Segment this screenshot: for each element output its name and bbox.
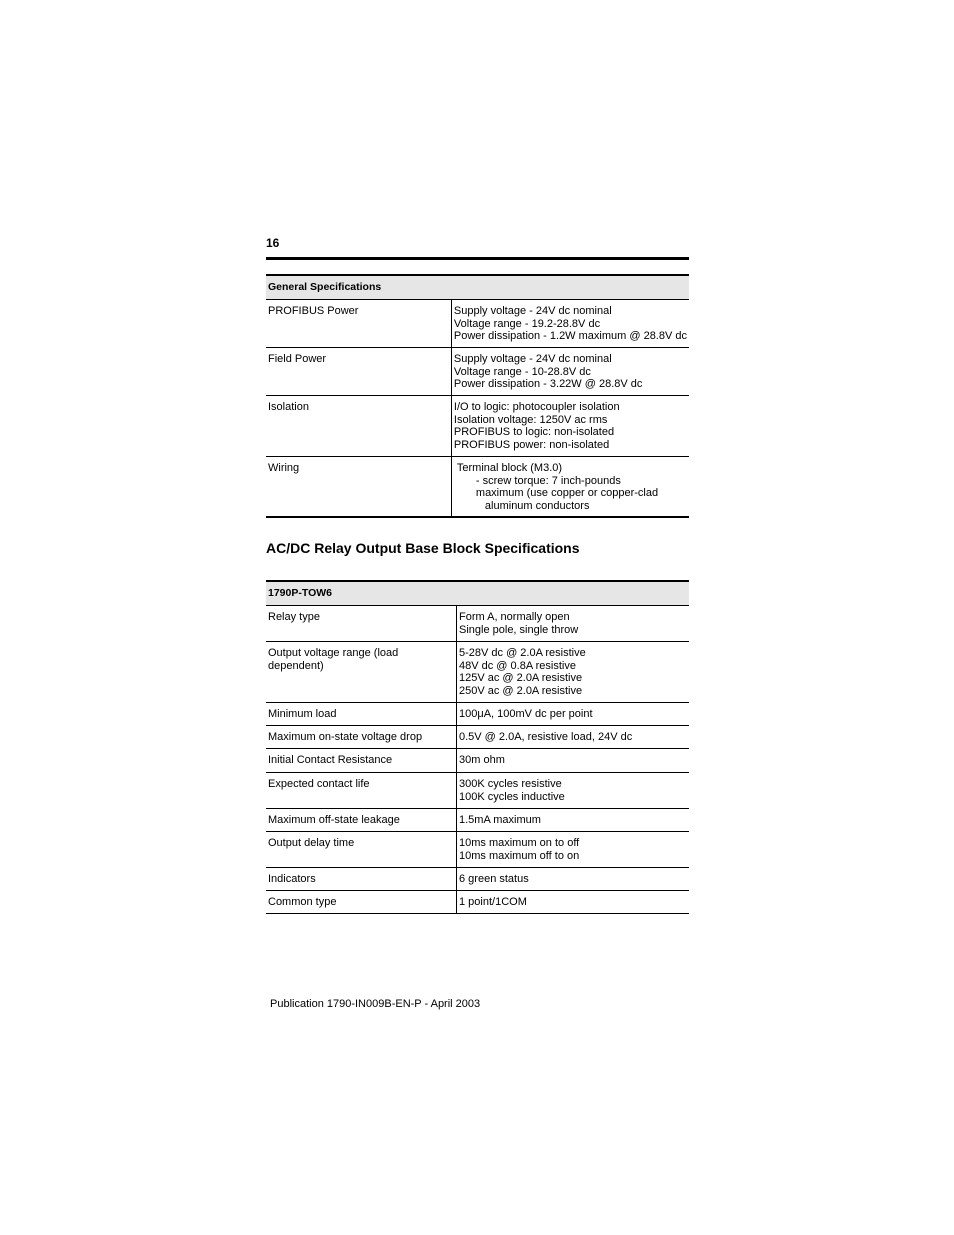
table-row [266, 891, 689, 914]
spec-value [457, 868, 690, 891]
spec-value [457, 642, 690, 703]
value-line: 30m ohm [459, 754, 505, 766]
table-header: 1790P-TOW6 [266, 581, 689, 606]
spec-name: Isolation [266, 396, 451, 457]
value-line: Power dissipation - 1.2W maximum @ 28.8V dc [453, 330, 687, 343]
spec-value [457, 606, 690, 642]
spec-value [457, 773, 690, 809]
spec-name: Field Power [266, 348, 451, 396]
table-row [266, 773, 689, 809]
value-line: 125V ac @ 2.0A resistive [459, 672, 583, 685]
value-line: 10ms maximum off to on [459, 849, 580, 862]
table-row [266, 457, 689, 517]
value-line: 100μA, 100mV dc per point [459, 708, 593, 720]
spec-value [457, 891, 690, 914]
table-row [266, 868, 689, 891]
value-line: 1.5mA maximum [459, 814, 541, 826]
general-specifications-table [266, 274, 689, 518]
spec-value [457, 832, 690, 868]
spec-value [451, 300, 689, 348]
table-row [266, 606, 689, 642]
spec-value [451, 396, 689, 457]
publication-footer: Publication 1790-IN009B-EN-P - April 2003 [270, 998, 481, 1010]
spec-value [457, 809, 690, 832]
value-line: 48V dc @ 0.8A resistive [459, 659, 576, 672]
spec-value [451, 348, 689, 396]
value-line: Single pole, single throw [459, 623, 579, 636]
table-header: General Specifications [266, 275, 689, 300]
value-line: Power dissipation - 3.22W @ 28.8V dc [453, 378, 643, 391]
value-line: 0.5V @ 2.0A, resistive load, 24V dc [459, 731, 633, 743]
value-line: PROFIBUS power: non-isolated [453, 438, 610, 451]
table-row [266, 396, 689, 457]
spec-name: Wiring [266, 457, 451, 517]
value-line: 100K cycles inductive [459, 790, 565, 803]
table-row [266, 726, 689, 749]
spec-name: Common type [266, 891, 457, 914]
value-line: 250V ac @ 2.0A resistive [459, 684, 583, 697]
spec-name: PROFIBUS Power [266, 300, 451, 348]
spec-name: Maximum on-state voltage drop [266, 726, 457, 749]
value-line: Voltage range - 10-28.8V dc [453, 365, 591, 378]
spec-name: Indicators [266, 868, 457, 891]
spec-value [457, 703, 690, 726]
value-line: Terminal block (M3.0) [456, 462, 563, 474]
spec-name: Minimum load [266, 703, 457, 726]
spec-value [457, 726, 690, 749]
value-line: Isolation voltage: 1250V ac rms [453, 413, 608, 426]
value-line: Supply voltage - 24V dc nominal [453, 305, 612, 317]
relay-specifications-table [266, 580, 689, 914]
spec-name: Output delay time [266, 832, 457, 868]
spec-name: Initial Contact Resistance [266, 749, 457, 773]
value-line: 300K cycles resistive [459, 778, 562, 790]
table-row [266, 703, 689, 726]
spec-name: Output voltage range (load dependent) [266, 642, 457, 703]
section-heading: AC/DC Relay Output Base Block Specifications [266, 540, 580, 556]
table-row [266, 642, 689, 703]
value-line: maximum (use copper or copper-clad [475, 487, 659, 500]
table-row [266, 749, 689, 773]
spec-value [457, 749, 690, 773]
value-line: 6 green status [459, 873, 529, 885]
spec-name: Maximum off-state leakage [266, 809, 457, 832]
value-line: Supply voltage - 24V dc nominal [453, 353, 612, 365]
spec-name: Expected contact life [266, 773, 457, 809]
value-line: Form A, normally open [459, 611, 570, 623]
value-line: Voltage range - 19.2-28.8V dc [453, 317, 601, 330]
value-line: aluminum conductors [484, 499, 590, 512]
table-row [266, 832, 689, 868]
value-line: 10ms maximum on to off [459, 837, 580, 849]
table-row [266, 809, 689, 832]
table-row [266, 300, 689, 348]
value-line: PROFIBUS to logic: non-isolated [453, 426, 615, 439]
header-rule [266, 257, 689, 260]
spec-name: Relay type [266, 606, 457, 642]
value-line: I/O to logic: photocoupler isolation [453, 401, 620, 413]
value-line: 1 point/1COM [459, 896, 527, 908]
spec-value [451, 457, 689, 517]
table-row [266, 348, 689, 396]
page-number: 16 [266, 236, 280, 250]
value-line: 5-28V dc @ 2.0A resistive [459, 647, 586, 659]
value-line: - screw torque: 7 inch-pounds [475, 474, 621, 487]
